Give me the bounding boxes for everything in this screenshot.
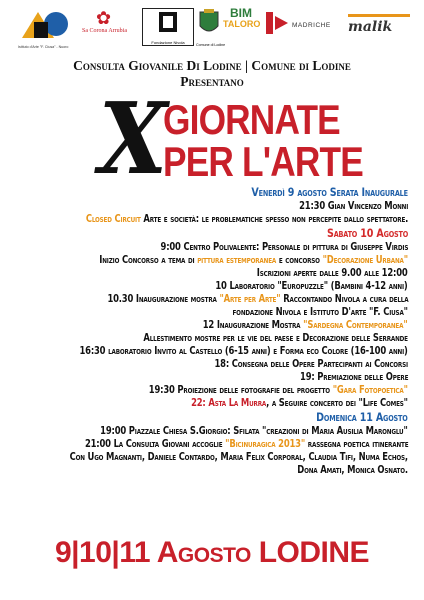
logo-strip <box>18 8 410 54</box>
bicinuragica-highlight: "Bicinuragica 2013" <box>224 438 305 450</box>
sat-2-text-b: e concorso <box>276 254 323 266</box>
sunday-heading: Domenica 11 Agosto <box>316 410 408 424</box>
saturday-item-11: 19: Premiazione delle Opere <box>299 371 408 383</box>
saturday-item-8: Allestimento mostre per le vie del paese e Decorazione delle Serrande <box>143 332 408 344</box>
sat-12-text-a: 19:30 Proiezione delle fotografie del progetto <box>148 384 333 396</box>
malik-logo <box>348 14 410 35</box>
sardegna-highlight: "Sardegna Contemporanea" <box>303 319 408 331</box>
title-line-2: PER L'ARTE <box>163 138 363 185</box>
sa-corona-logo <box>82 8 140 34</box>
arrow-icon <box>262 8 290 38</box>
fondazione-nivola-logo <box>142 8 194 46</box>
sunday-item-2 <box>85 438 408 450</box>
sunday-item-4: Dona Amati, Monica Osnato. <box>297 464 408 476</box>
sunday-item-1: 19:00 Piazzale Chiesa S.Giorgio: Sfilata "creazioni di Maria Ausilia Maronglu" <box>100 425 408 437</box>
saturday-item-3: Iscrizioni aperte dalle 9.00 alle 12:00 <box>257 267 408 279</box>
pittura-highlight: pittura estemporanea <box>197 254 277 266</box>
saturday-item-1: 9:00 Centro Polivalente: Personale di pittura di Giuseppe Virdis <box>160 241 408 253</box>
sa-corona-icon: ✿ <box>96 8 112 28</box>
saturday-heading: Sabato 10 Agosto <box>326 226 408 240</box>
closed-circuit-highlight: Closed Circuit <box>85 213 141 225</box>
malik-bar <box>348 14 410 17</box>
sat-5-text-b: Raccontando Nivola a cura della <box>280 293 408 305</box>
comune-lodine-text: Comune di Lodine <box>196 43 226 47</box>
saturday-item-12 <box>149 384 408 396</box>
presenters-line: Consulta Giovanile Di Lodine | Comune di Lodine <box>73 58 351 73</box>
sun-2-text-b: rassegna poetica itinerante <box>304 438 408 450</box>
title-line-1: GIORNATE <box>163 96 340 143</box>
nivola-icon <box>143 9 193 35</box>
malik-text: malik <box>348 19 393 35</box>
istituto-logo <box>18 8 74 54</box>
sat-7-text-a: 12 Inaugurazione Mostra <box>203 319 304 331</box>
friday-item-1: 21:30 Gian Vincenzo Monni <box>298 200 408 212</box>
bim-taloro-logo <box>223 8 259 30</box>
crest-icon <box>196 8 222 38</box>
saturday-item-13 <box>191 397 408 409</box>
madriche-text: MADRICHE <box>292 22 331 29</box>
istituto-logo-graphic <box>18 8 74 40</box>
friday-item-2 <box>86 213 408 225</box>
gara-fotopoetica-highlight: "Gara Fotopoetica" <box>332 384 408 396</box>
bim-text: BIM <box>230 6 252 20</box>
sat-13-text-b: , a Seguire concerto dei "Life Comes" <box>266 397 408 409</box>
dates-footer: 9|10|11 Agosto LODINE <box>54 536 370 569</box>
arte-per-arte-highlight: "Arte per Arte" <box>219 293 281 305</box>
istituto-logo-text: Istituto d'Arte "F. Ciusa" - Nuoro <box>18 45 69 49</box>
decorazione-highlight: "Decorazione Urbana" <box>322 254 408 266</box>
madriche-logo <box>292 22 342 29</box>
sat-2-text-a: Inizio Concorso a tema di <box>99 254 198 266</box>
red-arrow-logo <box>262 8 290 43</box>
title-numeral: X <box>98 82 168 197</box>
saturday-item-10: 18: Consegna delle Opere Partecipanti ai Concorsi <box>214 358 408 370</box>
sun-2-text-a: 21:00 La Consulta Giovani accoglie <box>84 438 225 450</box>
saturday-item-6: fondazione Nivola e Istituto D'arte "F. Ciusa" <box>232 306 408 318</box>
presentano-line: Presentano <box>180 74 244 89</box>
sat-5-text-a: 10.30 Inaugurazione mostra <box>107 293 220 305</box>
saturday-item-9: 16:30 laboratorio Invito al Castello (6-15 anni) e Forma eco Colore (16-100 anni) <box>79 345 408 357</box>
friday-heading: Venerdì 9 agosto Serata Inaugurale <box>251 185 408 199</box>
sa-corona-text: Sa Corona Arrubia <box>82 28 127 34</box>
saturday-item-2 <box>99 254 408 266</box>
taloro-text: TALORO <box>223 19 261 29</box>
presenters-header <box>0 58 424 90</box>
saturday-item-4: 10 Laboratorio "Europuzzle" (Bambini 4-12 anni) <box>215 280 408 292</box>
program-schedule <box>18 186 408 532</box>
saturday-item-5 <box>107 293 408 305</box>
comune-lodine-crest <box>196 8 226 47</box>
asta-la-murra-highlight: 22: Asta La Murra <box>191 397 267 409</box>
fondazione-nivola-text: Fondazione Nivola <box>151 40 185 45</box>
friday-item-2-text: Arte e società: le problematiche spesso non percepite dallo spettatore. <box>140 213 408 225</box>
sunday-item-3: Con Ugo Magnanti, Daniele Contardo, Maria Felix Corporal, Claudia Tifi, Numa Echos, <box>69 451 408 463</box>
saturday-item-7 <box>203 319 408 331</box>
